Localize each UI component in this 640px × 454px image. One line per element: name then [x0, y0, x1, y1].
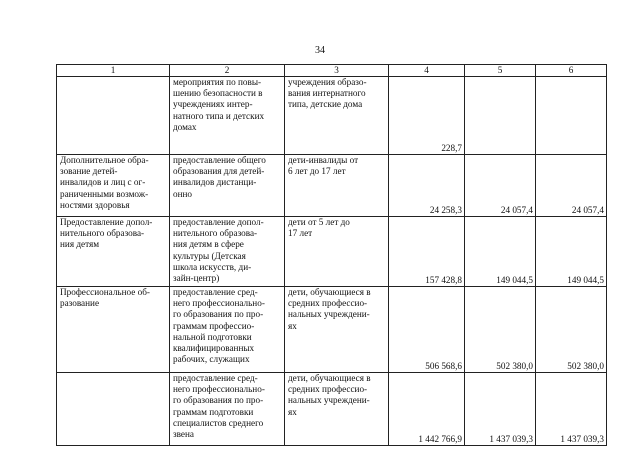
service-description-cell: мероприятия по повы- шению безопасности в учреждениях интер- натного типа и детских домах	[170, 77, 285, 155]
amount-col5-cell: 1 437 039,3	[465, 373, 536, 446]
service-description-cell: предоставление общего образования для детей- инвалидов дистанци- онно	[170, 155, 285, 217]
table-row	[57, 287, 607, 373]
amount-col6-cell	[536, 77, 607, 155]
table-row	[57, 373, 607, 446]
header-cell-6: 6	[536, 65, 607, 77]
header-cell-1: 1	[57, 65, 170, 77]
amount-col4-cell: 1 442 766,9	[389, 373, 465, 446]
activity-name-cell: Дополнительное обра- зование детей- инвалидов и лиц с ог- раниченными возмож- ностями здоровья	[57, 155, 170, 217]
recipients-cell: дети-инвалиды от 6 лет до 17 лет	[285, 155, 389, 217]
header-cell-3: 3	[285, 65, 389, 77]
service-description-cell: предоставление сред- него профессионально- го образования по про- граммам подготовки специалистов среднего звена	[170, 373, 285, 446]
service-description-cell: предоставление сред- него профессионально- го образования по про- граммам профессио- нальной подготовки квалифицированных рабочих, служащих	[170, 287, 285, 373]
page-number: 34	[315, 45, 325, 56]
amount-col6-cell: 502 380,0	[536, 287, 607, 373]
activity-name-cell	[57, 373, 170, 446]
table-row	[57, 155, 607, 217]
header-cell-4: 4	[389, 65, 465, 77]
budget-table	[56, 64, 607, 446]
recipients-cell: дети от 5 лет до 17 лет	[285, 217, 389, 287]
amount-col4-cell: 506 568,6	[389, 287, 465, 373]
activity-name-cell: Предоставление допол- нительного образова- ния детям	[57, 217, 170, 287]
table-header-row	[57, 65, 607, 77]
amount-col5-cell: 502 380,0	[465, 287, 536, 373]
amount-col4-cell: 157 428,8	[389, 217, 465, 287]
amount-col4-cell: 228,7	[389, 77, 465, 155]
amount-col4-cell: 24 258,3	[389, 155, 465, 217]
amount-col6-cell: 24 057,4	[536, 155, 607, 217]
amount-col5-cell	[465, 77, 536, 155]
amount-col5-cell: 149 044,5	[465, 217, 536, 287]
amount-col5-cell: 24 057,4	[465, 155, 536, 217]
activity-name-cell: Профессиональное об- разование	[57, 287, 170, 373]
recipients-cell: учреждения образо- вания интернатного типа, детские дома	[285, 77, 389, 155]
header-cell-5: 5	[465, 65, 536, 77]
amount-col6-cell: 149 044,5	[536, 217, 607, 287]
activity-name-cell	[57, 77, 170, 155]
header-cell-2: 2	[170, 65, 285, 77]
amount-col6-cell: 1 437 039,3	[536, 373, 607, 446]
recipients-cell: дети, обучающиеся в средних профессио- нальных учреждени- ях	[285, 287, 389, 373]
table-row	[57, 77, 607, 155]
table-row	[57, 217, 607, 287]
service-description-cell: предоставление допол- нительного образова- ния детям в сфере культуры (Детская школа искусств, ди- зайн-центр)	[170, 217, 285, 287]
recipients-cell: дети, обучающиеся в средних профессио- нальных учреждени- ях	[285, 373, 389, 446]
